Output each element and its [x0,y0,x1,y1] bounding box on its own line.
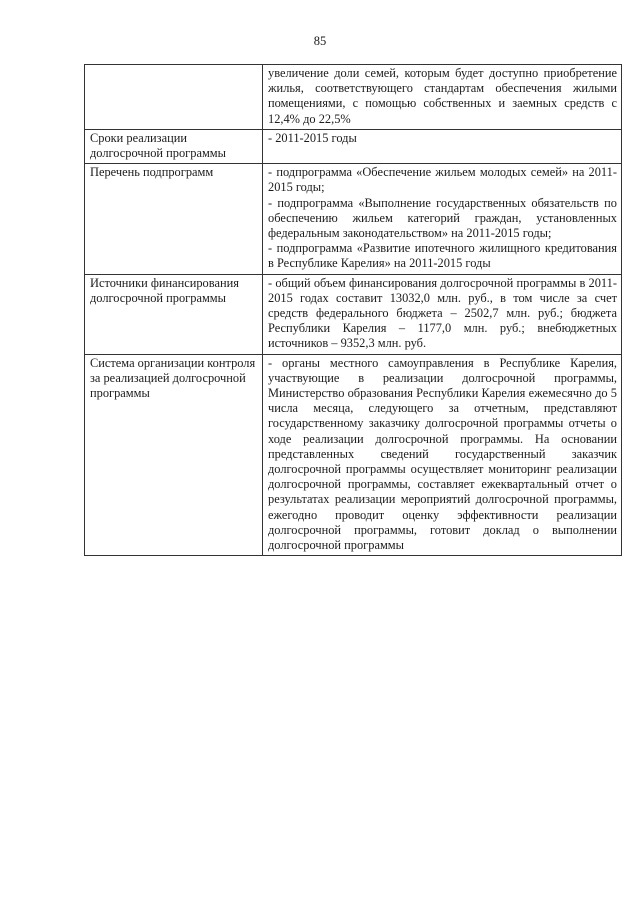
row-value [263,274,622,354]
value-paragraph: - органы местного самоуправления в Республике Карелия, участвующие в реализации долгосрочной программы, Министерство образования Республики Карелия ежемесячно до 5 числа месяца, следующего за отчетным, представляют государственному заказчику долгосрочной программы отчеты о ходе реализации долгосрочной программы. На основании представленных сведений государственный заказчик долгосрочной программы осуществляет мониторинг реализации долгосрочной программы, составляет ежеквартальный отчет о результатах реализации мероприятий долгосрочной программы, ежегодно проводит оценку эффективности реализации долгосрочной программы, готовит доклад о выполнении долгосрочной программы [268,355,617,553]
row-value [263,164,622,274]
value-paragraph: - подпрограмма «Развитие ипотечного жилищного кредитования в Республике Карелия» на 2011-2015 годы [268,241,617,271]
value-paragraph: - подпрограмма «Выполнение государственных обязательств по обеспечению жильем категорий граждан, установленных федеральным законодательством» на 2011-2015 годы; [268,195,617,241]
row-label: Источники финансирования долгосрочной программы [85,274,263,354]
table-row [85,274,622,354]
row-label: Сроки реализации долгосрочной программы [85,129,263,163]
value-paragraph: - подпрограмма «Обеспечение жильем молодых семей» на 2011-2015 годы; [268,165,617,195]
value-paragraph: - общий объем финансирования долгосрочной программы в 2011-2015 годах составит 13032,0 млн. руб., в том числе за счет средств федерального бюджета – 2502,7 млн. руб.; бюджета Республики Карелия – 1177,0 млн. руб.; внебюджетных источников – 9352,3 млн. руб. [268,275,617,351]
table-row [85,164,622,274]
table-row [85,129,622,163]
table-row [85,65,622,130]
row-label: Перечень подпрограмм [85,164,263,274]
program-passport-table [84,64,622,556]
row-value [263,354,622,556]
value-paragraph: увеличение доли семей, которым будет доступно приобретение жилья, соответствующего стандартам обеспечения жилыми помещениями, с помощью собственных и заемных средств с 12,4% до 22,5% [268,66,617,126]
row-label [85,65,263,130]
table-row [85,354,622,556]
value-paragraph: - 2011-2015 годы [268,130,357,145]
row-value [263,65,622,130]
row-label: Система организации контроля за реализацией долгосрочной программы [85,354,263,556]
row-value [263,129,622,163]
page-number: 85 [313,34,327,48]
